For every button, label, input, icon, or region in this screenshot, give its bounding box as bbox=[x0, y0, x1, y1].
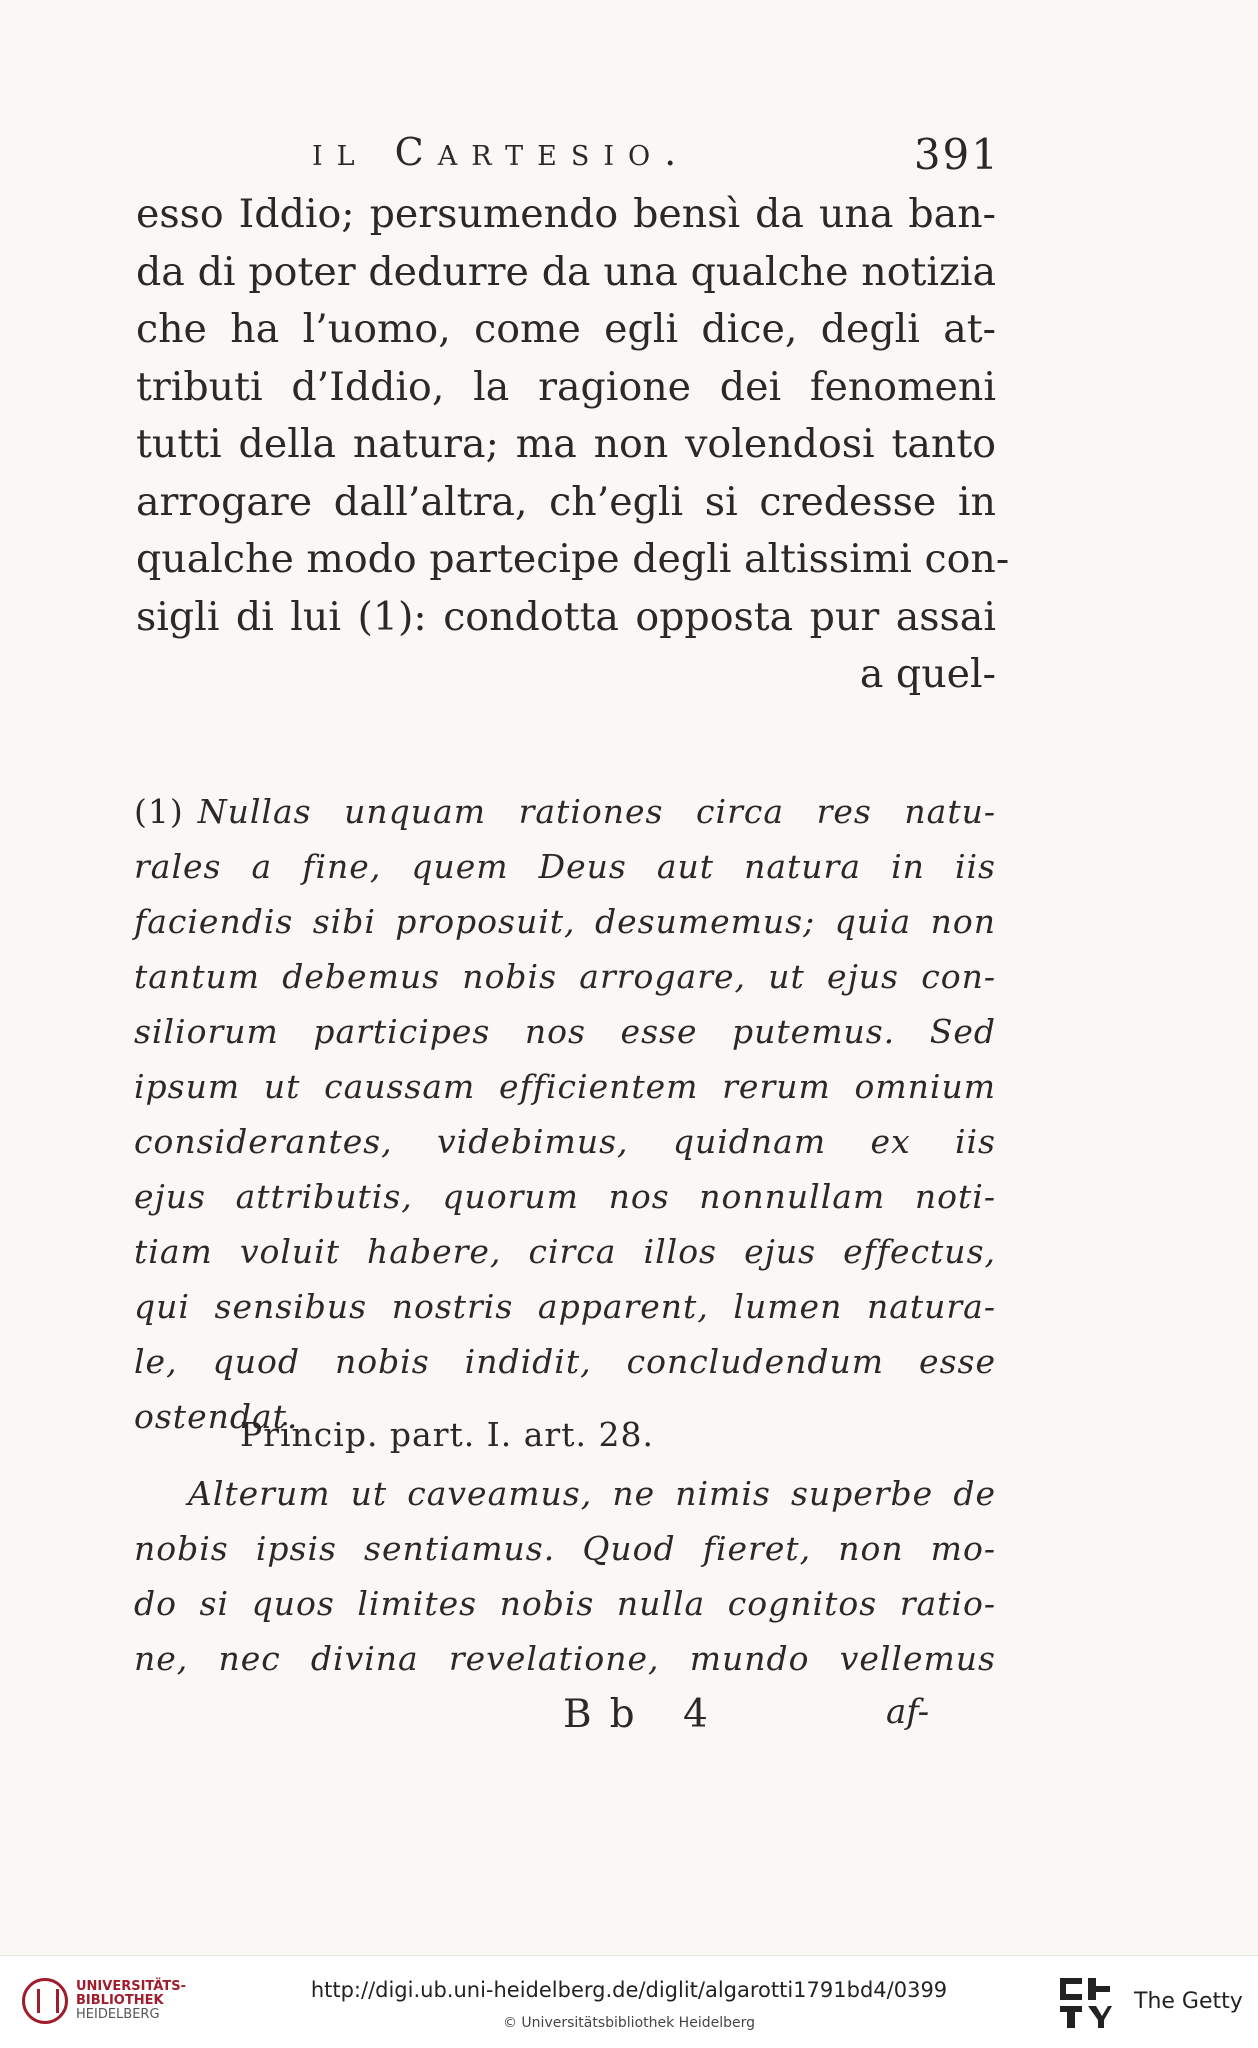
signature-mark: Bb 4 bbox=[563, 1692, 726, 1737]
getty-logo-icon[interactable] bbox=[1058, 1976, 1112, 2030]
text-line: sigli di lui (1): condotta opposta pur assai bbox=[136, 593, 996, 640]
permalink-url[interactable]: http://digi.ub.uni-heidelberg.de/diglit/algarotti1791bd4/0399 bbox=[310, 1978, 948, 2002]
text-line: da di poter dedurre da una qualche notizia bbox=[136, 248, 996, 295]
footnote-continuation bbox=[134, 1466, 996, 1686]
text-line: qualche modo partecipe degli altissimi con- bbox=[136, 536, 1010, 582]
footnote-line: ipsum ut caussam efficientem rerum omnium bbox=[134, 1067, 996, 1106]
library-name-line: UNIVERSITÄTS- bbox=[76, 1979, 186, 1994]
footnote-line: le, quod nobis indidit, concludendum esse bbox=[134, 1342, 996, 1381]
footnote-line: tiam voluit habere, circa illos ejus effectus, bbox=[134, 1232, 996, 1271]
footnote-line: ne, nec divina revelatione, mundo vellemus bbox=[134, 1639, 996, 1678]
footnote-line: siliorum participes nos esse putemus. Sed bbox=[134, 1012, 996, 1051]
running-title: il Cartesio. bbox=[312, 130, 691, 174]
footnote-citation: Princip. part. I. art. 28. bbox=[240, 1415, 654, 1454]
text-line: che ha l’uomo, come egli dice, degli at- bbox=[136, 306, 996, 352]
text-line: tutti della natura; ma non volendosi tanto bbox=[136, 421, 996, 467]
page-number: 391 bbox=[913, 130, 1000, 179]
partner-name[interactable]: The Getty bbox=[1134, 1989, 1243, 2014]
text-line: arrogare dall’altra, ch’egli si credesse in bbox=[136, 478, 996, 525]
footnote bbox=[134, 784, 996, 1444]
footnote-line: qui sensibus nostris apparent, lumen natura- bbox=[134, 1287, 996, 1326]
footnote-line: ejus attributis, quorum nos nonnullam noti- bbox=[134, 1177, 996, 1216]
footnote-line: tantum debemus nobis arrogare, ut ejus con- bbox=[134, 957, 996, 996]
copyright-notice: © Universitätsbibliothek Heidelberg bbox=[502, 2015, 755, 2031]
catchword: af- bbox=[886, 1692, 930, 1732]
footnote-line: do si quos limites nobis nulla cognitos ratio- bbox=[134, 1584, 996, 1623]
text-line: tributi d’Iddio, la ragione dei fenomeni bbox=[136, 363, 996, 410]
footnote-line: considerantes, videbimus, quidnam ex iis bbox=[134, 1122, 996, 1161]
footnote-line: ostendat. bbox=[134, 1397, 299, 1436]
footnote-line: nobis ipsis sentiamus. Quod fieret, non mo- bbox=[134, 1529, 996, 1568]
text-line: esso Iddio; persumendo bensì da una ban- bbox=[136, 191, 996, 237]
footnote-line: faciendis sibi proposuit, desumemus; quia non bbox=[134, 902, 996, 941]
page-header bbox=[312, 130, 1000, 178]
footnote-line: Alterum ut caveamus, ne nimis superbe de bbox=[188, 1474, 996, 1513]
footnote-line: rales a fine, quem Deus aut natura in iis bbox=[134, 847, 996, 886]
footnote-line bbox=[134, 784, 996, 839]
viewer-footer bbox=[0, 1955, 1258, 2048]
footnote-first-line-text: Nullas unquam rationes circa res natu- bbox=[197, 792, 996, 831]
library-name-line: HEIDELBERG bbox=[76, 2007, 160, 2022]
main-text bbox=[136, 186, 1010, 704]
library-name-line: BIBLIOTHEK bbox=[76, 1993, 164, 2008]
footnote-marker: (1) bbox=[134, 792, 184, 831]
text-line: a quel- bbox=[859, 651, 996, 697]
